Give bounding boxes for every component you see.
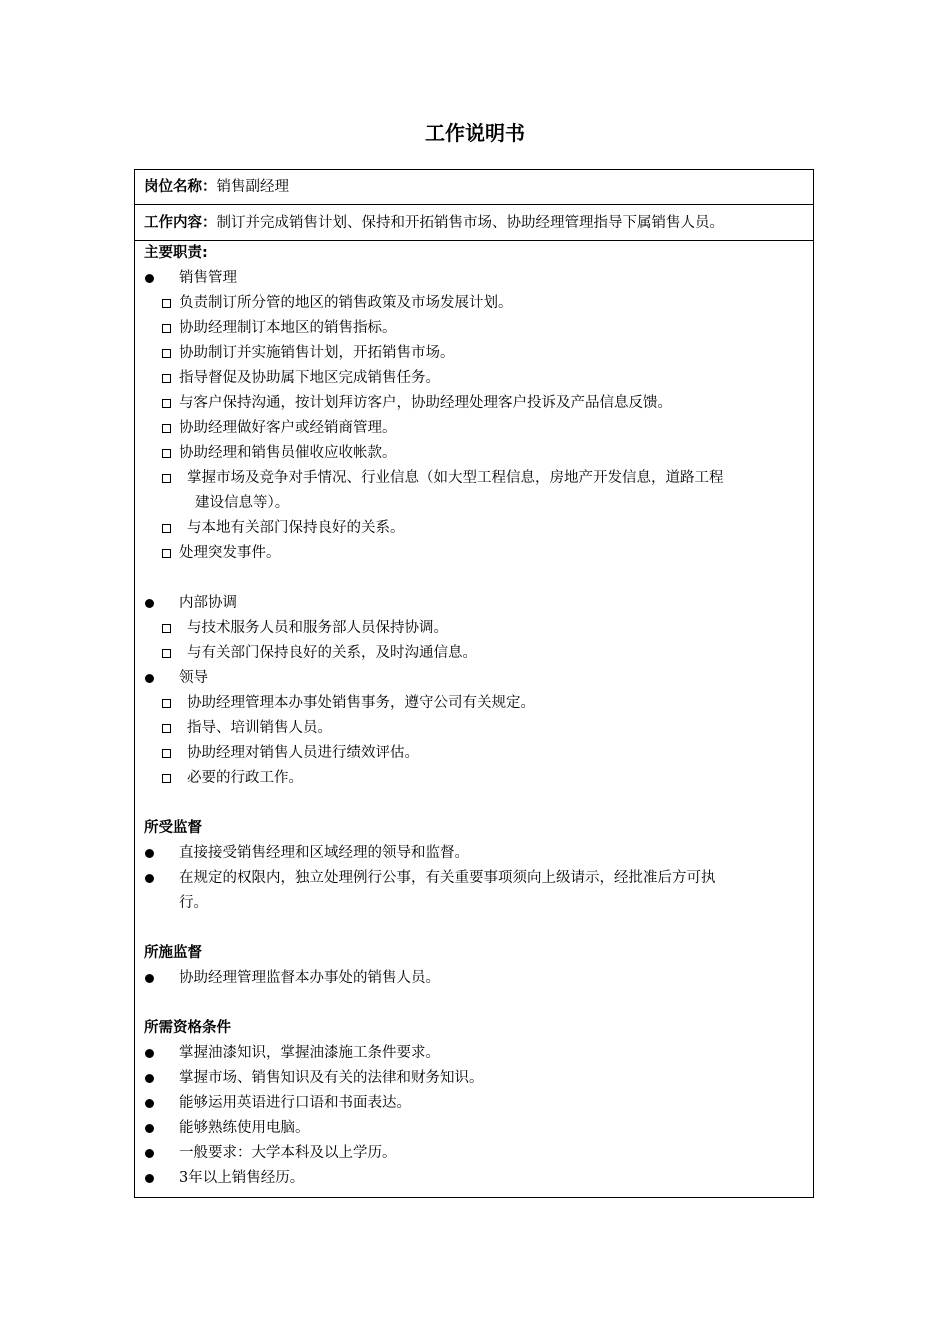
duty-text: 必要的行政工作。 <box>187 770 303 786</box>
bullet-icon <box>145 1149 154 1158</box>
work-content-value: 制订并完成销售计划、保持和开拓销售市场、协助经理管理指导下属销售人员。 <box>216 215 724 231</box>
checkbox-bullet-icon <box>162 524 171 533</box>
list-item <box>135 1116 813 1141</box>
bullet-icon <box>145 849 154 858</box>
list-item <box>135 591 813 616</box>
duty-text: 与客户保持沟通，按计划拜访客户，协助经理处理客户投诉及产品信息反馈。 <box>179 395 672 411</box>
bullet-icon <box>145 1099 154 1108</box>
checkbox-bullet-icon <box>162 424 171 433</box>
duty-text: 处理突发事件。 <box>179 545 281 561</box>
list-item <box>135 1091 813 1116</box>
list-item <box>135 266 813 291</box>
list-item <box>135 716 813 741</box>
checkbox-bullet-icon <box>162 649 171 658</box>
duty-text: 指导督促及协助属下地区完成销售任务。 <box>179 370 440 386</box>
supervised-by-heading: 所受监督 <box>144 820 202 836</box>
bullet-icon <box>145 1124 154 1133</box>
duties-heading: 主要职责: <box>144 245 208 261</box>
document-title: 工作说明书 <box>425 121 525 145</box>
list-item <box>135 416 813 441</box>
list-item <box>135 641 813 666</box>
position-label: 岗位名称： <box>144 179 217 195</box>
list-item <box>135 341 813 366</box>
bullet-icon <box>145 1074 154 1083</box>
bullet-icon <box>145 274 154 283</box>
list-item <box>135 616 813 641</box>
list-item <box>135 366 813 391</box>
list-item <box>135 741 813 766</box>
sales-mgmt-label: 销售管理 <box>179 270 237 286</box>
list-item <box>135 1041 813 1066</box>
checkbox-bullet-icon <box>162 724 171 733</box>
item-text: 能够运用英语进行口语和书面表达。 <box>179 1095 411 1111</box>
item-text: 掌握油漆知识，掌握油漆施工条件要求。 <box>179 1045 440 1061</box>
list-item <box>135 1166 813 1191</box>
bullet-icon <box>145 1174 154 1183</box>
item-text: 掌握市场、销售知识及有关的法律和财务知识。 <box>179 1070 484 1086</box>
duty-text: 协助经理做好客户或经销商管理。 <box>179 420 397 436</box>
list-item <box>135 316 813 341</box>
bullet-icon <box>145 974 154 983</box>
checkbox-bullet-icon <box>162 549 171 558</box>
bullet-icon <box>145 674 154 683</box>
duty-text: 协助制订并实施销售计划，开拓销售市场。 <box>179 345 455 361</box>
list-item-continuation <box>135 491 813 516</box>
checkbox-bullet-icon <box>162 399 171 408</box>
list-item <box>135 516 813 541</box>
checkbox-bullet-icon <box>162 699 171 708</box>
internal-coordination-label: 内部协调 <box>179 595 237 611</box>
duty-text: 与有关部门保持良好的关系，及时沟通信息。 <box>187 645 477 661</box>
duty-text: 协助经理制订本地区的销售指标。 <box>179 320 397 336</box>
position-row <box>135 170 813 205</box>
job-description-table <box>134 169 814 1198</box>
checkbox-bullet-icon <box>162 774 171 783</box>
position-value: 销售副经理 <box>216 179 289 195</box>
item-text-continuation: 行。 <box>179 895 208 911</box>
duty-text: 负责制订所分管的地区的销售政策及市场发展计划。 <box>179 295 513 311</box>
duty-text: 协助经理管理本办事处销售事务，遵守公司有关规定。 <box>187 695 535 711</box>
item-text: 能够熟练使用电脑。 <box>179 1120 310 1136</box>
item-text: 直接接受销售经理和区域经理的领导和监督。 <box>179 845 469 861</box>
work-content-label: 工作内容： <box>144 215 217 231</box>
list-item <box>135 541 813 566</box>
duty-text: 指导、培训销售人员。 <box>187 720 332 736</box>
list-item <box>135 691 813 716</box>
list-item <box>135 1141 813 1166</box>
checkbox-bullet-icon <box>162 449 171 458</box>
checkbox-bullet-icon <box>162 299 171 308</box>
item-text: 协助经理管理监督本办事处的销售人员。 <box>179 970 440 986</box>
duty-text: 掌握市场及竞争对手情况、行业信息（如大型工程信息，房地产开发信息，道路工程 <box>187 470 724 486</box>
bullet-icon <box>145 599 154 608</box>
checkbox-bullet-icon <box>162 324 171 333</box>
bullet-icon <box>145 1049 154 1058</box>
item-text: 3年以上销售经历。 <box>179 1170 305 1186</box>
list-item <box>135 666 813 691</box>
duty-text: 协助经理和销售员催收应收帐款。 <box>179 445 397 461</box>
list-item-continuation <box>135 891 813 916</box>
item-text: 一般要求：大学本科及以上学历。 <box>179 1145 397 1161</box>
list-item <box>135 866 813 891</box>
checkbox-bullet-icon <box>162 749 171 758</box>
list-item <box>135 966 813 991</box>
supervises-heading: 所施监督 <box>144 945 202 961</box>
checkbox-bullet-icon <box>162 624 171 633</box>
leadership-label: 领导 <box>179 670 208 686</box>
list-item <box>135 291 813 316</box>
list-item <box>135 391 813 416</box>
list-item <box>135 466 813 491</box>
list-item <box>135 766 813 791</box>
list-item <box>135 441 813 466</box>
item-text: 在规定的权限内，独立处理例行公事，有关重要事项须向上级请示，经批准后方可执 <box>179 870 716 886</box>
bullet-icon <box>145 874 154 883</box>
work-content-row <box>135 205 813 241</box>
duty-text: 与本地有关部门保持良好的关系。 <box>187 520 405 536</box>
duty-text-continuation: 建设信息等）。 <box>195 495 290 511</box>
list-item <box>135 841 813 866</box>
checkbox-bullet-icon <box>162 349 171 358</box>
checkbox-bullet-icon <box>162 374 171 383</box>
duty-text: 协助经理对销售人员进行绩效评估。 <box>187 745 419 761</box>
qualifications-heading: 所需资格条件 <box>144 1020 231 1036</box>
checkbox-bullet-icon <box>162 474 171 483</box>
duty-text: 与技术服务人员和服务部人员保持协调。 <box>187 620 448 636</box>
list-item <box>135 1066 813 1091</box>
